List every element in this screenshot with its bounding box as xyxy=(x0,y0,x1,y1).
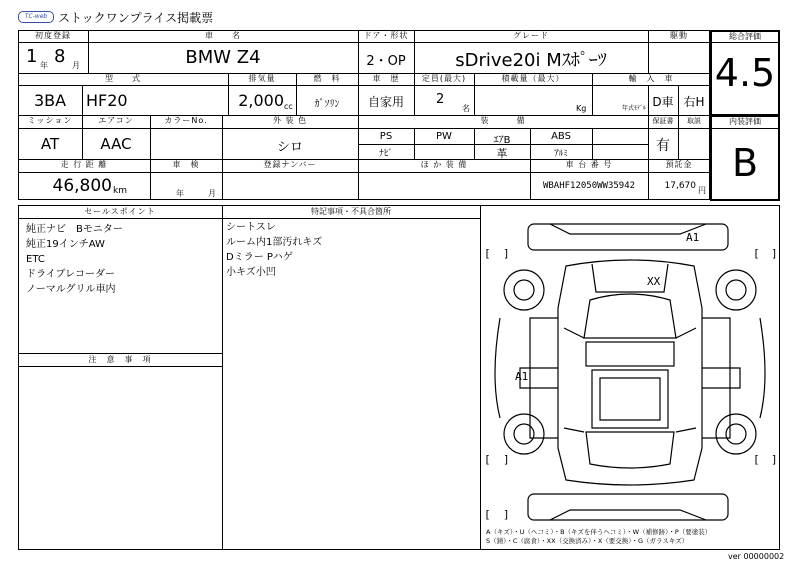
interior-score-value: B xyxy=(731,141,759,185)
aircon-value: AAC xyxy=(100,135,132,153)
handle-type: D車 xyxy=(652,95,674,109)
label-equipment: 装 備 xyxy=(480,116,526,125)
bracket-mark: [ xyxy=(753,247,760,260)
label-aircon: エアコン xyxy=(98,116,134,125)
equip-leather: 革 xyxy=(496,147,508,160)
overall-score-value: 4.5 xyxy=(714,51,776,95)
vin-value: WBAHF12050WW35942 xyxy=(542,181,636,191)
first-reg-month-unit: 月 xyxy=(72,61,80,70)
bracket-mark: ] xyxy=(503,453,510,466)
bracket-mark: ] xyxy=(503,508,510,521)
handle-side: 右H xyxy=(683,95,705,109)
bracket-mark: [ xyxy=(484,508,491,521)
label-manual: 取説 xyxy=(687,117,701,125)
history-value: 自家用 xyxy=(367,95,404,109)
recycle-unit: 円 xyxy=(698,186,706,195)
car-name-value: BMW Z4 xyxy=(185,47,261,68)
mission-value: AT xyxy=(40,135,60,153)
first-reg-year-unit: 年 xyxy=(40,61,48,70)
form-title: ストックワンプライス掲載票 xyxy=(58,11,214,25)
label-fuel: 燃 料 xyxy=(313,74,341,83)
label-history: 車 歴 xyxy=(372,74,400,83)
note-item: シートスレ xyxy=(226,222,276,233)
warranty-value: 有 xyxy=(656,138,670,154)
label-car-name: 車 名 xyxy=(205,31,241,40)
sales-point-item: 純正19インチAW xyxy=(26,239,105,250)
label-inspection: 車 検 xyxy=(172,160,200,169)
label-model: 型 式 xyxy=(105,74,141,83)
label-displacement: 排気量 xyxy=(248,74,276,83)
label-mission: ミッション xyxy=(27,116,73,125)
equip-abs: ABS xyxy=(551,131,571,142)
label-grade: グレード xyxy=(513,31,549,40)
mileage-value: 46,800 xyxy=(52,176,112,196)
recycle-value: 17,670 xyxy=(664,181,696,191)
label-plate: 登録ナンバー xyxy=(263,160,317,169)
label-warranty: 保証書 xyxy=(652,117,674,125)
label-caution: 注 意 事 項 xyxy=(88,355,152,364)
label-notes: 特記事項・不具合箇所 xyxy=(311,207,391,216)
bracket-mark: ] xyxy=(771,247,778,260)
sales-point-item: 純正ナビ Bモニター xyxy=(26,224,123,235)
label-other-equip: ほ か 装 備 xyxy=(420,160,468,169)
damage-mark-front-right: A1 xyxy=(686,231,700,244)
capacity-value: 2 xyxy=(436,92,445,107)
year-model-label: 年式ﾓﾃﾞﾙ xyxy=(622,105,647,112)
displacement-unit: cc xyxy=(284,102,293,111)
sales-point-item: ETC xyxy=(26,254,45,265)
label-mileage: 走 行 距 離 xyxy=(60,160,108,169)
equip-pw: PW xyxy=(436,131,452,142)
fuel-value: ｶﾞｿﾘﾝ xyxy=(314,99,340,110)
damage-mark-left-side: A1 xyxy=(515,370,529,383)
note-item: 小キズ小凹 xyxy=(226,267,276,278)
label-vin: 車 台 番 号 xyxy=(565,160,613,169)
displacement-value: 2,000 xyxy=(238,91,284,110)
bracket-mark: [ xyxy=(484,453,491,466)
note-item: ルーム内1部汚れキズ xyxy=(226,237,323,248)
label-ext-color: 外 装 色 xyxy=(272,116,308,125)
sales-point-item: ノーマルグリル車内 xyxy=(26,284,116,295)
label-drive: 駆動 xyxy=(670,31,688,40)
label-door-type: ドア・形状 xyxy=(363,31,409,40)
door-type-value: 2・OP xyxy=(366,54,406,69)
sales-points-list xyxy=(26,222,123,297)
label-capacity: 定員(最大) xyxy=(421,74,467,83)
mileage-unit: km xyxy=(113,186,127,196)
sales-point-item: ドライブレコーダー xyxy=(26,269,115,280)
label-interior: 内装評価 xyxy=(729,117,761,126)
model-prefix: 3BA xyxy=(33,91,67,110)
label-recycle: 預託金 xyxy=(665,160,693,169)
logo: TC-web xyxy=(18,11,54,23)
damage-legend xyxy=(486,528,711,546)
label-color-no: カラーNo. xyxy=(164,116,208,125)
label-sales-points: セールスポイント xyxy=(84,207,156,216)
equip-ps: PS xyxy=(379,131,393,142)
ext-color-value: シロ xyxy=(276,140,303,155)
bracket-mark: [ xyxy=(753,453,760,466)
equip-airbag: ｴｱB xyxy=(493,135,511,146)
label-overall: 総合評価 xyxy=(729,32,761,41)
version-label: ver 00000002 xyxy=(728,552,785,561)
model-code: HF20 xyxy=(86,91,128,110)
load-unit: Kg xyxy=(576,104,587,113)
first-reg-month: 8 xyxy=(54,46,66,67)
label-import: 輸 入 車 xyxy=(628,74,674,83)
legend-line: S（錆）・C（腐食）・XX（交換済み）・X（要交換）・G（ガラスキズ） xyxy=(486,537,689,545)
legend-line: A（キズ）・U（ヘコミ）・B（キズを伴うヘコミ）・W（補修跡）・P（要塗装） xyxy=(486,528,712,536)
damage-mark-hood: XX xyxy=(647,275,661,288)
bracket-mark: ] xyxy=(771,453,778,466)
first-reg-year: 1 xyxy=(26,46,38,67)
label-first-reg: 初度登録 xyxy=(35,31,71,40)
equip-alumi: ｱﾙﾐ xyxy=(554,149,568,159)
note-item: Dミラー Pハゲ xyxy=(226,252,293,263)
label-load: 積載量（最大） xyxy=(501,74,565,83)
inspection-year-unit: 年 xyxy=(176,189,184,198)
capacity-unit: 名 xyxy=(462,104,470,113)
grade-value: sDrive20i Mｽﾎﾟｰﾂ xyxy=(455,50,607,71)
inspection-month-unit: 月 xyxy=(208,189,216,198)
bracket-mark: [ xyxy=(484,247,491,260)
equip-navi: ﾅﾋﾞ xyxy=(379,149,393,159)
bracket-mark: ] xyxy=(503,247,510,260)
notes-list xyxy=(226,220,322,280)
